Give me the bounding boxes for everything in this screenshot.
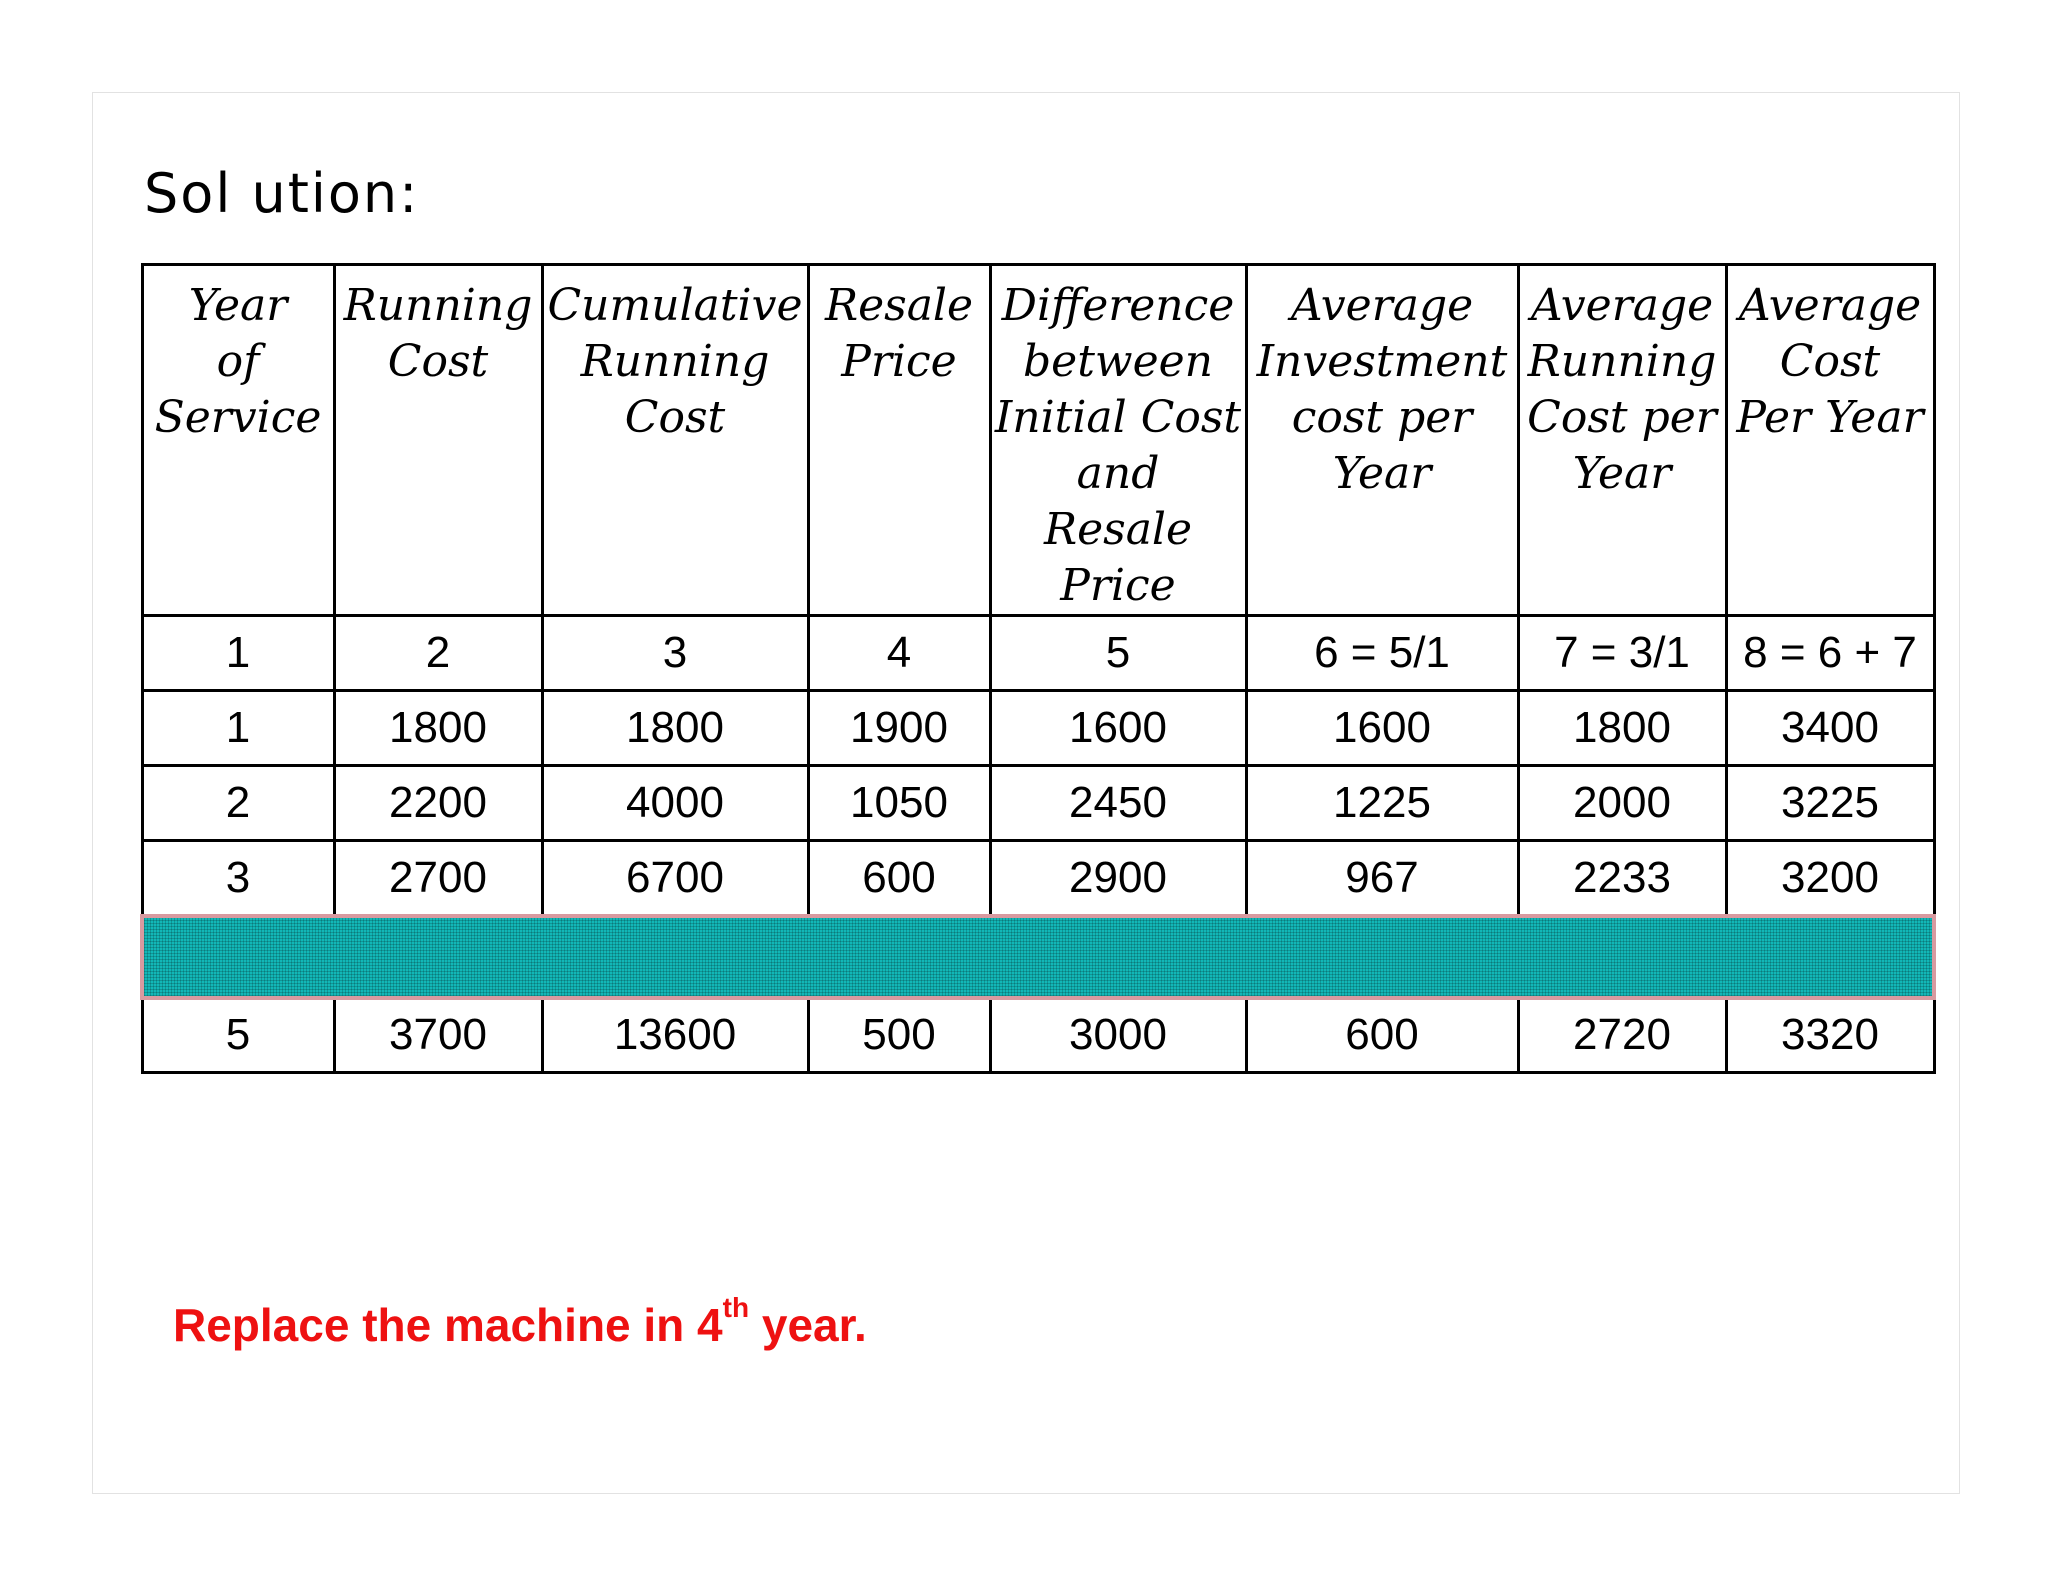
table-cell: 2000 [1518,766,1726,841]
header-line: Running [1527,336,1717,387]
header-line: between [1023,336,1213,387]
table-cell: 1900 [808,691,990,766]
table-cell: 13600 [542,998,808,1073]
table-cell: 1600 [1246,691,1518,766]
header-cumulative-running-cost [542,265,808,616]
table-cell: 1800 [542,691,808,766]
table-cell: 1225 [1246,766,1518,841]
header-line: Per Year [1736,392,1924,443]
table-cell: 3700 [334,998,542,1073]
header-running-cost [334,265,542,616]
table-cell: 4 [808,616,990,691]
table-row [142,691,1934,766]
table-cell: 2200 [334,766,542,841]
table-cell: 3225 [1726,766,1934,841]
header-line: Resale [1043,504,1193,555]
table-cell: 600 [808,841,990,916]
header-line: and [1076,448,1160,499]
header-line: Resale [824,280,974,331]
table-cell: 3 [142,841,334,916]
table-cell: 500 [808,998,990,1073]
conclusion-suffix: year. [749,1299,867,1351]
header-line: Year [188,280,288,331]
conclusion-superscript: th [722,1292,750,1323]
header-difference-initial-resale [990,265,1246,616]
table-cell: 5 [142,998,334,1073]
header-line: Average [1290,280,1474,331]
header-line: Cost per [1527,392,1717,443]
table-row [142,766,1934,841]
table-cell: 6 = 5/1 [1246,616,1518,691]
table-cell: 3200 [1726,841,1934,916]
header-line: Investment [1256,336,1508,387]
table-cell: 7 = 3/1 [1518,616,1726,691]
header-line: Year [1572,448,1672,499]
table-cell: 6700 [542,841,808,916]
header-line: Cost [624,392,726,443]
table-cell: 4000 [542,766,808,841]
header-line: Average [1738,280,1922,331]
table-cell: 3320 [1726,998,1934,1073]
header-line: Cumulative [547,280,803,331]
table-row [142,998,1934,1073]
table-cell: 600 [1246,998,1518,1073]
table-cell: 1800 [1518,691,1726,766]
table-cell: 2 [142,766,334,841]
table-cell: 2233 [1518,841,1726,916]
header-line: Price [1060,560,1176,611]
conclusion-text [173,1292,867,1352]
conclusion-prefix: Replace the machine in 4 [173,1299,723,1351]
header-line: Running [343,280,533,331]
header-average-cost-per-year [1726,265,1934,616]
header-line: Average [1530,280,1714,331]
table-row [142,841,1934,916]
table-cell: 2900 [990,841,1246,916]
table-cell: 2450 [990,766,1246,841]
header-resale-price [808,265,990,616]
table-cell: 8 = 6 + 7 [1726,616,1934,691]
table-cell: 3400 [1726,691,1934,766]
header-line: Year [1332,448,1432,499]
table-cell: 1 [142,616,334,691]
table-cell: 5 [990,616,1246,691]
header-line: Cost [1779,336,1881,387]
header-line: Service [154,392,322,443]
table-cell: 2700 [334,841,542,916]
header-line: Cost [387,336,489,387]
table-cell: 3 [542,616,808,691]
table-row-column-numbers [142,616,1934,691]
table-cell: 2 [334,616,542,691]
header-average-running-cost [1518,265,1726,616]
table-cell: 1600 [990,691,1246,766]
header-line: Price [841,336,957,387]
header-line: Initial Cost [994,392,1242,443]
highlight-mask-bar [142,916,1934,998]
header-line: Running [580,336,770,387]
table-cell: 1800 [334,691,542,766]
table-cell: 1050 [808,766,990,841]
header-line: cost per [1291,392,1473,443]
table-cell: 967 [1246,841,1518,916]
replacement-analysis-table [140,263,1936,1074]
masked-row [142,916,1934,998]
header-line: of [216,336,260,387]
table-cell: 1 [142,691,334,766]
header-line: Difference [1001,280,1235,331]
slide-title: Sol ution: [144,162,420,225]
header-row [142,265,1934,616]
header-average-investment-cost [1246,265,1518,616]
table-cell: 2720 [1518,998,1726,1073]
table-cell: 3000 [990,998,1246,1073]
header-year-of-service [142,265,334,616]
